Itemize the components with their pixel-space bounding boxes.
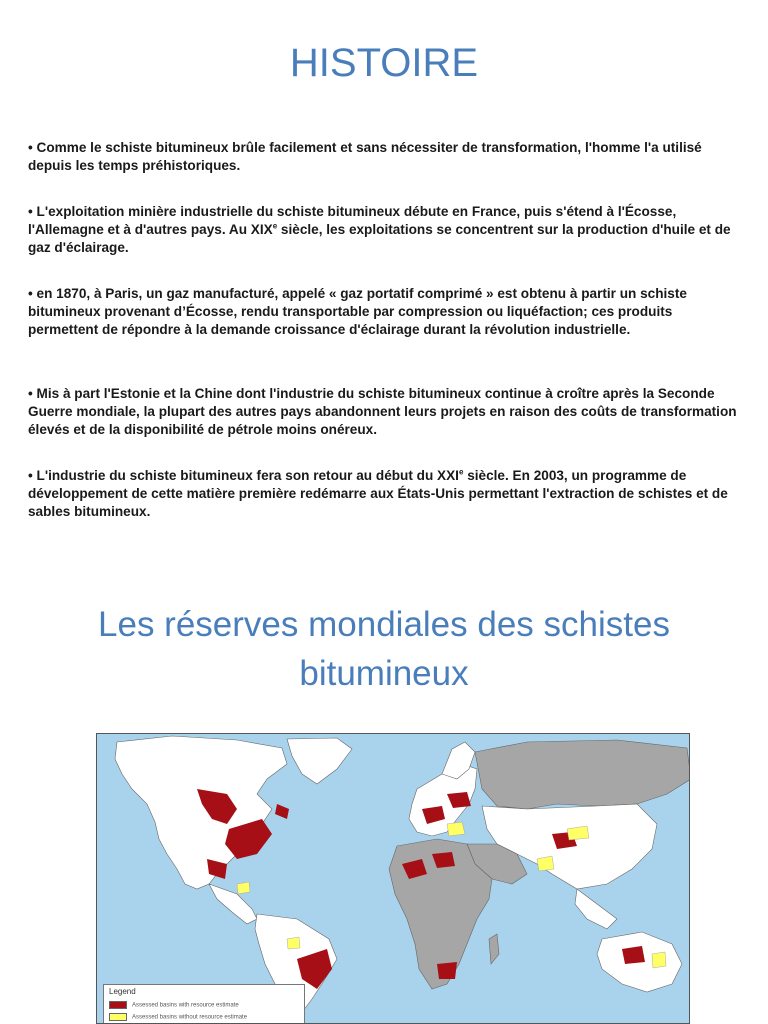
- section-subtitle: Les réserves mondiales des schistes bitumineux: [98, 605, 670, 693]
- legend-swatch-yellow: [109, 1013, 127, 1021]
- madagascar: [489, 934, 499, 964]
- legend-item-red: Assessed basins with resource estimate: [109, 1001, 239, 1009]
- basin-yellow-europe: [447, 822, 465, 836]
- basin-yellow-south-america: [287, 937, 300, 949]
- legend-swatch-red: [109, 1001, 127, 1009]
- southeast-asia: [575, 889, 617, 929]
- legend-title: Legend: [109, 987, 136, 996]
- world-map: [96, 733, 690, 1024]
- basin-north-america-4: [275, 804, 289, 819]
- world-map-graphic: [97, 734, 690, 1024]
- bullet-5: • L'industrie du schiste bitumineux fera son retour au début du XXIe siècle. En 2003, un programme de développement de cette matière première redémarre aux États-Unis permettant l'extraction de schistes et de sables bitumineux.: [28, 467, 728, 519]
- bullet-4: • Mis à part l'Estonie et la Chine dont l'industrie du schiste bitumineux continue à croître après la Seconde Guerre mondiale, la plupart des autres pays abandonnent leurs projets en raison des coûts de transformation élevés et de la disponibilité de pétrole moins onéreux.: [28, 386, 737, 437]
- basin-south-africa: [437, 962, 457, 979]
- basin-yellow-mexico: [237, 882, 250, 894]
- greenland: [287, 738, 352, 784]
- north-america: [115, 736, 287, 889]
- legend-item-yellow: Assessed basins without resource estimate: [109, 1013, 247, 1021]
- russia: [475, 740, 690, 809]
- map-legend: [103, 984, 305, 1024]
- bullet-1: • Comme le schiste bitumineux brûle facilement et sans nécessiter de transformation, l'homme l'a utilisé depuis les temps préhistoriques.: [28, 140, 702, 173]
- bullet-3: • en 1870, à Paris, un gaz manufacturé, appelé « gaz portatif comprimé » est obtenu à partir un schiste bitumineux provenant d’Écosse, rendu transportable par compression ou liquéfaction; ces produits permettent de répondre à la demande croissance d'éclairage durant la révolution industrielle.: [28, 286, 687, 337]
- page-title: HISTOIRE: [289, 41, 479, 85]
- basin-australia: [622, 946, 645, 964]
- basin-yellow-australia: [652, 952, 666, 968]
- bullet-2: • L'exploitation minière industrielle du schiste bitumineux débute en France, puis s'étend à l'Écosse, l'Allemagne et à d'autres pays. Au XIXe siècle, les exploitations se concentrent sur la production d'huile et de gaz d'éclairage.: [28, 204, 731, 255]
